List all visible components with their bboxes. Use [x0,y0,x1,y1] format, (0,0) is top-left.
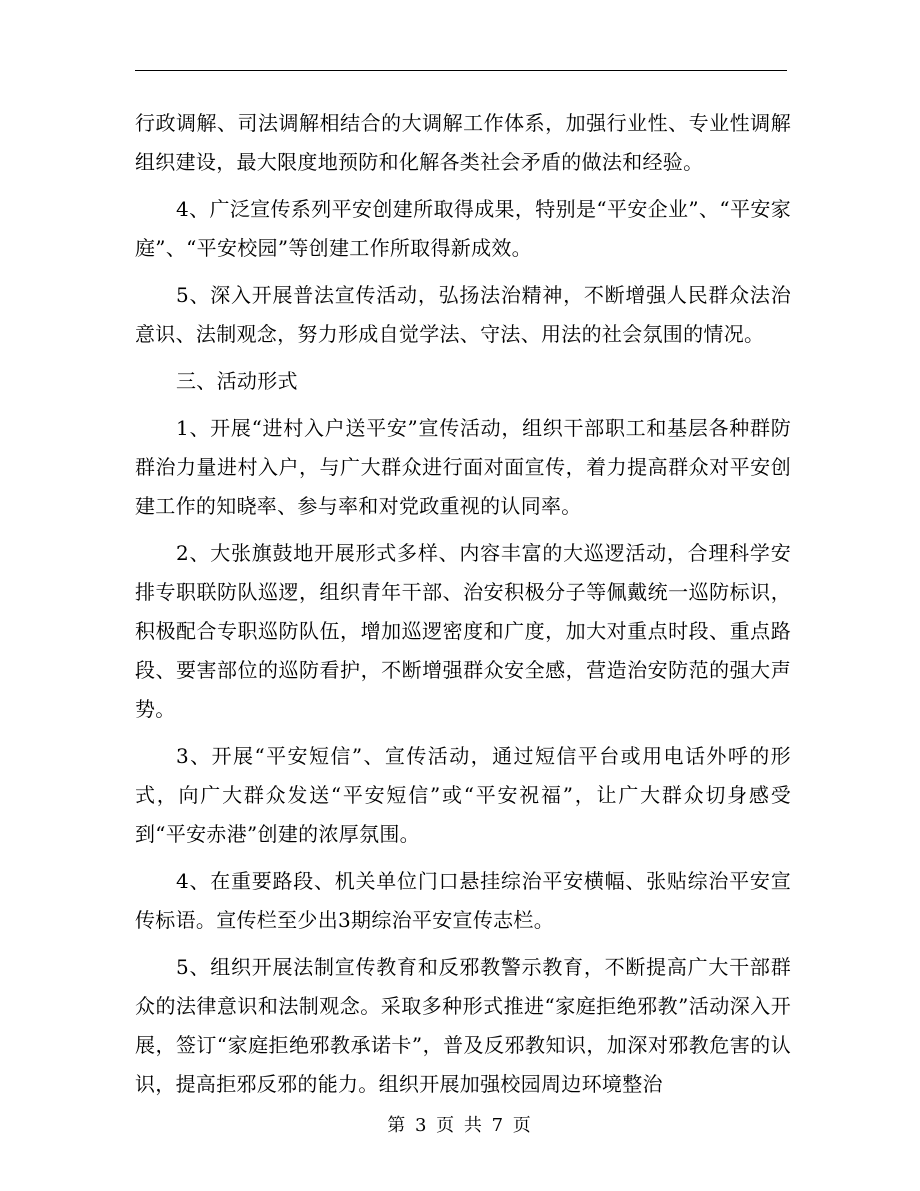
paragraph-7: 3、开展“平安短信”、宣传活动，通过短信平台或用电话外呼的形式，向广大群众发送“平安短信”或“平安祝福”，让广大群众切身感受到“平安赤港”创建的浓厚氛围。 [135,744,791,846]
paragraph-8: 4、在重要路段、机关单位门口悬挂综治平安横幅、张贴综治平安宣传标语。宣传栏至少出3期综治平安宣传志栏。 [135,869,791,932]
document-body [135,104,791,1112]
paragraph-5: 1、开展“进村入户送平安”宣传活动，组织干部职工和基层各种群防群治力量进村入户，与广大群众进行面对面宣传，着力提高群众对平安创建工作的知晓率、参与率和对党政重视的认同率。 [135,416,791,518]
header-rule [135,70,787,71]
section-heading: 三、活动形式 [176,369,298,393]
paragraph-6: 2、大张旗鼓地开展形式多样、内容丰富的大巡逻活动，合理科学安排专职联防队巡逻，组织青年干部、治安积极分子等佩戴统一巡防标识，积极配合专职巡防队伍，增加巡逻密度和广度，加大对重点时段、重点路段、要害部位的巡防看护，不断增强群众安全感，营造治安防范的强大声势。 [135,541,791,721]
paragraph-1: 行政调解、司法调解相结合的大调解工作体系，加强行业性、专业性调解组织建设，最大限度地预防和化解各类社会矛盾的做法和经验。 [135,111,791,174]
page-number-footer: 第 3 页 共 7 页 [387,1115,533,1136]
paragraph-9: 5、组织开展法制宣传教育和反邪教警示教育，不断提高广大干部群众的法律意识和法制观念。采取多种形式推进“家庭拒绝邪教”活动深入开展，签订“家庭拒绝邪教承诺卡”，普及反邪教知识，加深对邪教危害的认识，提高拒邪反邪的能力。组织开展加强校园周边环境整治 [135,955,791,1096]
paragraph-2: 4、广泛宣传系列平安创建所取得成果，特别是“平安企业”、“平安家庭”、“平安校园”等创建工作所取得新成效。 [135,197,791,260]
paragraph-3: 5、深入开展普法宣传活动，弘扬法治精神，不断增强人民群众法治意识、法制观念，努力形成自觉学法、守法、用法的社会氛围的情况。 [135,283,791,346]
